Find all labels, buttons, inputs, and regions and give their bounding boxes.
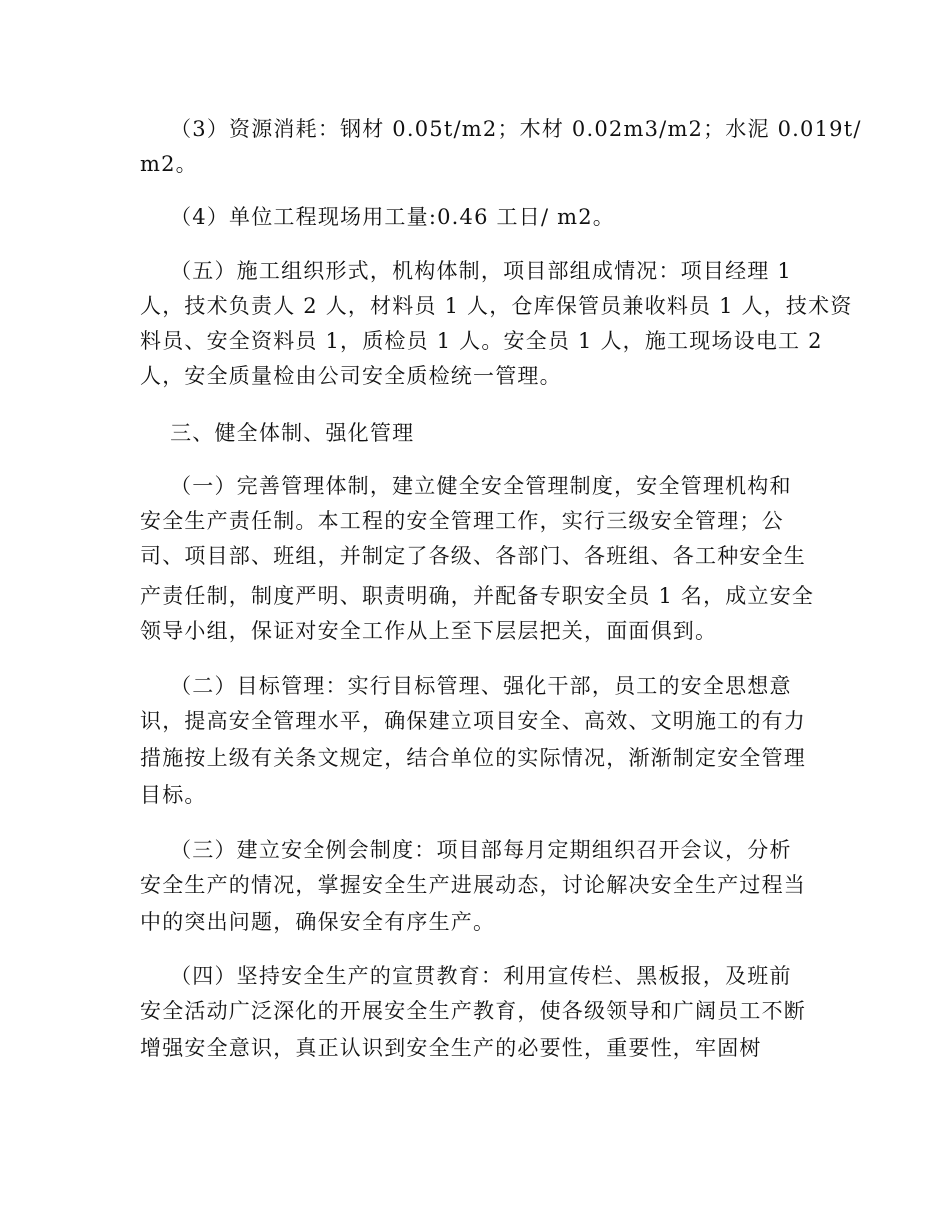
- text-line: m2。: [140, 152, 198, 176]
- text-line: 识，提高安全管理水平，确保建立项目安全、高效、文明施工的有力: [140, 709, 806, 733]
- text-line: 领导小组，保证对安全工作从上至下层层把关，面面俱到。: [140, 619, 718, 643]
- text-line: 产责任制，制度严明、职责明确，并配备专职安全员 1 名，成立安全: [140, 584, 815, 608]
- text-line: （4）单位工程现场用工量:0.46 工日/ m2。: [140, 205, 615, 229]
- text-line: 司、项目部、班组，并制定了各级、各部门、各班组、各工种安全生: [140, 544, 806, 568]
- text-line: （三）建立安全例会制度：项目部每月定期组织召开会议，分析: [140, 838, 792, 862]
- text-line: 安全活动广泛深化的开展安全生产教育，使各级领导和广阔员工不断: [140, 999, 806, 1023]
- text-line: 目标。: [140, 783, 207, 807]
- text-line: （一）完善管理体制，建立健全安全管理制度，安全管理机构和: [140, 474, 792, 498]
- text-line: 人，安全质量检由公司安全质检统一管理。: [140, 364, 562, 388]
- text-line: 措施按上级有关条文规定，结合单位的实际情况，渐渐制定安全管理: [140, 746, 806, 770]
- text-line: 料员、安全资料员 1，质检员 1 人。安全员 1 人，施工现场设电工 2: [140, 329, 823, 353]
- section-heading: 三、健全体制、强化管理: [140, 421, 415, 445]
- text-line: 安全生产的情况，掌握安全生产进展动态，讨论解决安全生产过程当: [140, 873, 806, 897]
- text-line: 安全生产责任制。本工程的安全管理工作，实行三级安全管理；公: [140, 509, 784, 533]
- text-line: （二）目标管理：实行目标管理、强化干部，员工的安全思想意: [140, 674, 792, 698]
- text-line: 增强安全意识，真正认识到安全生产的必要性，重要性，牢固树: [140, 1036, 762, 1060]
- text-line: 人，技术负责人 2 人，材料员 1 人，仓库保管员兼收料员 1 人，技术资: [140, 294, 853, 318]
- text-line: （3）资源消耗：钢材 0.05t/m2；木材 0.02m3/m2；水泥 0.019t/: [140, 117, 862, 141]
- text-line: （五）施工组织形式，机构体制，项目部组成情况：项目经理 1: [140, 259, 792, 283]
- text-line: 中的突出问题，确保安全有序生产。: [140, 910, 496, 934]
- text-line: （四）坚持安全生产的宣贯教育：利用宣传栏、黑板报，及班前: [140, 964, 792, 988]
